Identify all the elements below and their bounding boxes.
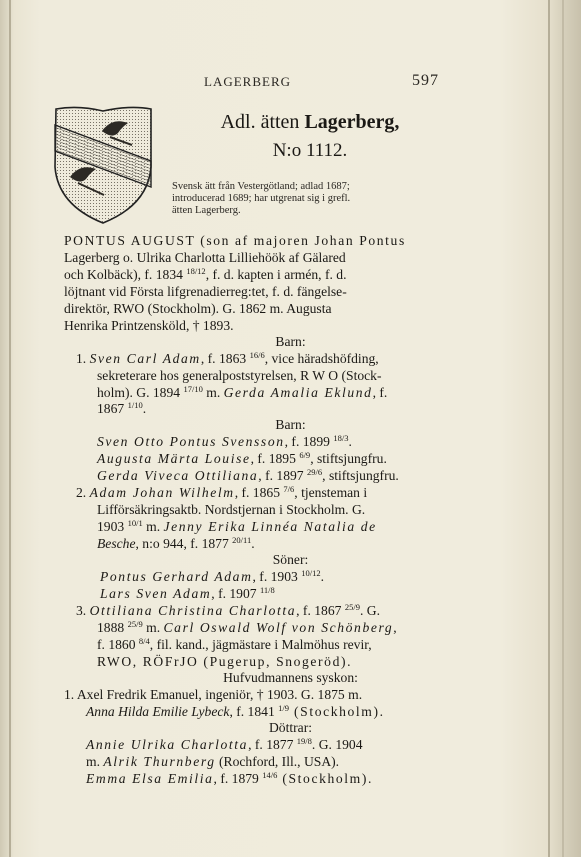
text-line: PONTUS AUGUST (son af majoren Johan Pontus — [64, 233, 406, 248]
text-line: f. 1860 $^{8/4}$, fil. kand., jägmästare i Malmöhus revir, — [97, 636, 372, 652]
text-line: 1888 $^{25/9}$ m. Carl Oswald Wolf von Schönberg, — [97, 619, 397, 635]
family-intro — [172, 181, 462, 217]
family-number: N:o 1112. — [272, 140, 348, 161]
section-heading: Döttrar: — [268, 720, 313, 735]
text-line: Annie Ulrika Charlotta, f. 1877 $^{19/8}$. G. 1904 — [86, 736, 363, 752]
text-line: Henrika Printzensköld, † 1893. — [64, 318, 234, 333]
text-line: Lifförsäkringsaktb. Nordstjernan i Stockholm. G. — [97, 502, 366, 517]
text-line: Emma Elsa Emilia, f. 1879 $^{14/6}$ (Stockholm). — [86, 770, 373, 786]
text-line: 2. Adam Johan Wilhelm, f. 1865 $^{7/6}$, tjensteman i — [76, 484, 368, 500]
text-line: 3. Ottiliana Christina Charlotta, f. 1867 $^{25/9}$. G. — [76, 602, 380, 618]
intro-line: ätten Lagerberg. — [172, 205, 241, 216]
running-title: LAGERBERG — [204, 74, 291, 89]
family-name: Lagerberg, — [304, 111, 400, 133]
text-line: Gerda Viveca Ottiliana, f. 1897 $^{29/6}$, stiftsjungfru. — [97, 467, 399, 483]
coat-of-arms-icon — [50, 103, 156, 227]
intro-line: Svensk ätt från Vestergötland; adlad 1687; — [172, 181, 350, 192]
text-line: 1. Axel Fredrik Emanuel, ingeniör, † 1903. G. 1875 m. — [64, 687, 363, 702]
text-line: Lagerberg o. Ulrika Charlotta Lilliehöök af Gälared — [64, 250, 346, 265]
family-title-prefix: Adl. ätten — [220, 111, 300, 133]
text-line: holm). G. 1894 $^{17/10}$ m. Gerda Amalia Eklund, f. — [97, 384, 388, 400]
text-line: Lars Sven Adam, f. 1907 $^{11/8}$ — [100, 585, 275, 601]
family-title — [200, 111, 420, 134]
page-number: 597 — [412, 72, 439, 89]
intro-line: introducerad 1689; har utgrenat sig i grefl. — [172, 193, 351, 204]
section-heading: Söner: — [272, 552, 309, 567]
text-line: m. Alrik Thurnberg (Rochford, Ill., USA). — [86, 754, 340, 769]
text-line: Anna Hilda Emilie Lybeck, f. 1841 $^{1/9}$ (Stockholm). — [86, 703, 385, 719]
text-line: Pontus Gerhard Adam, f. 1903 $^{10/12}$. — [100, 568, 324, 584]
section-heading: Barn: — [275, 334, 306, 349]
text-line: 1. Sven Carl Adam, f. 1863 $^{16/6}$, vice häradshöfding, — [76, 350, 379, 366]
text-line: 1903 $^{10/1}$ m. Jenny Erika Linnéa Natalia de — [97, 518, 377, 534]
section-heading: Barn: — [275, 417, 306, 432]
text-line: löjtnant vid Första lifgrenadierreg:tet, f. d. fängelse- — [64, 284, 347, 299]
text-line: sekreterare hos generalpoststyrelsen, R W O (Stock- — [97, 368, 382, 383]
section-heading: Hufvudmannens syskon: — [223, 670, 358, 685]
text-line: direktör, RWO (Stockholm). G. 1862 m. Augusta — [64, 301, 332, 316]
text-line: Augusta Märta Louise, f. 1895 $^{6/9}$, stiftsjungfru. — [97, 450, 387, 466]
text-line: Sven Otto Pontus Svensson, f. 1899 $^{18/3}$. — [97, 433, 352, 449]
text-line: Besche, n:o 944, f. 1877 $^{20/11}$. — [97, 535, 255, 551]
text-line: 1867 $^{1/10}$. — [97, 400, 147, 416]
text-line: och Kolbäck), f. 1834 $^{18/12}$, f. d. kapten i armén, f. d. — [64, 266, 347, 282]
text-line: RWO, RÖFrJO (Pugerup, Snogeröd). — [97, 654, 353, 669]
